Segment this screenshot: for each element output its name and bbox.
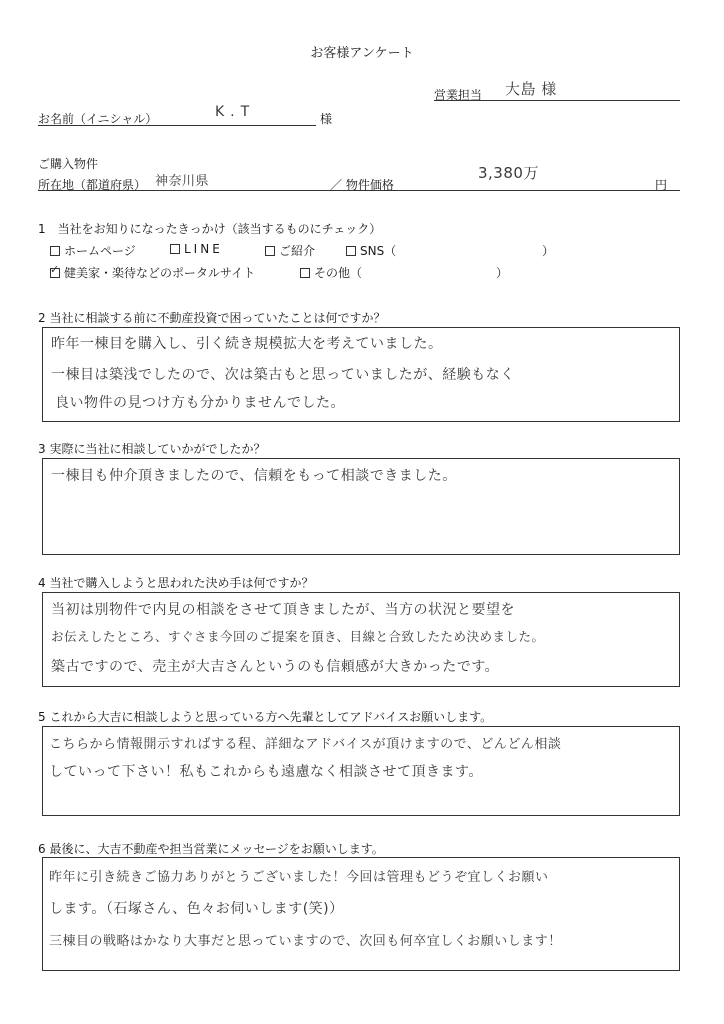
price-unit: 円 [655,178,668,192]
location-value: 神奈川県 [155,174,210,189]
checkbox-icon [300,268,310,278]
question-2: 2 当社に相談する前に不動産投資で困っていたことは何ですか？ [38,311,386,325]
answer-4-line-3: 築古ですので、売主が大吉さんというのも信頼感が大きかったです。 [51,659,500,675]
question-5: 5 これから大吉に相談しようと思っている方へ先輩としてアドバイスお願いします。 [38,710,493,724]
option-referral[interactable]: ご紹介 [265,242,315,259]
answer-4-line-1: 当初は別物件で内見の相談をさせて頂きましたが、当方の状況と要望を [51,602,515,618]
option-line[interactable]: LINE [170,242,223,256]
property-heading: ご購入物件 [38,157,99,171]
answer-box-5 [42,726,680,816]
option-sns-close: ） [542,244,555,258]
option-portal[interactable]: ✓健美家・楽待などのポータルサイト [50,264,255,281]
answer-2-line-2: 一棟目は築浅でしたので、次は築古もと思っていましたが、経験もなく [51,367,515,383]
location-label: 所在地（都道府県） [38,178,147,192]
answer-5-line-2: していって下さい！私もこれからも遠慮なく相談させて頂きます。 [49,764,483,780]
question-4: 4 当社で購入しようと思われた決め手は何ですか？ [38,576,314,590]
answer-2-line-3: 良い物件の見つけ方も分かりませんでした。 [55,395,345,411]
answer-3-line-1: 一棟目も仲介頂きましたので、信頼をもって相談できました。 [51,468,457,484]
price-label: ／ 物件価格 [330,178,394,192]
question-6: 6 最後に、大吉不動産や担当営業にメッセージをお願いします。 [38,842,384,856]
name-value: K.T [215,104,256,120]
answer-4-line-2: お伝えしたところ、すぐさま今回のご提案を頂き、目線と合致したため決めました。 [51,629,545,644]
answer-6-line-3: 三棟目の戦略はかなり大事だと思っていますので、次回も何卒宜しくお願いします！ [49,934,562,949]
name-label: お名前（イニシャル） [38,112,158,126]
answer-6-line-2: します。（石塚さん、色々お伺いします(笑)） [49,901,344,917]
answer-6-line-1: 昨年に引き続きご協力ありがとうございました！今回は管理もどうぞ宜しくお願い [49,870,549,885]
checkbox-icon [346,246,356,256]
checkbox-icon [50,246,60,256]
checkbox-icon [265,246,275,256]
sales-rep-value: 大島 様 [505,80,557,98]
option-other[interactable]: その他（ [300,264,362,281]
checkbox-icon [170,244,180,254]
question-1: 1 当社をお知りになったきっかけ（該当するものにチェック） [38,222,382,236]
answer-box-2 [42,327,680,422]
answer-2-line-1: 昨年一棟目を購入し、引く続き規模拡大を考えていました。 [51,336,443,352]
answer-box-4 [42,592,680,687]
option-homepage[interactable]: ホームページ [50,242,136,259]
price-value: 3,380万 [478,164,539,182]
name-suffix: 様 [320,112,333,126]
question-3: 3 実際に当社に相談していかがでしたか？ [38,442,266,456]
option-sns[interactable]: SNS（ [346,242,396,259]
checkbox-checked-icon [50,268,60,278]
answer-box-6 [42,857,680,971]
sales-rep-label: 営業担当 [434,88,483,102]
page-title: お客様アンケート [310,46,414,61]
option-other-close: ） [496,266,509,280]
answer-5-line-1: こちらから情報開示すればする程、詳細なアドバイスが頂けますので、どんどん相談 [49,737,562,752]
answer-box-3 [42,458,680,555]
